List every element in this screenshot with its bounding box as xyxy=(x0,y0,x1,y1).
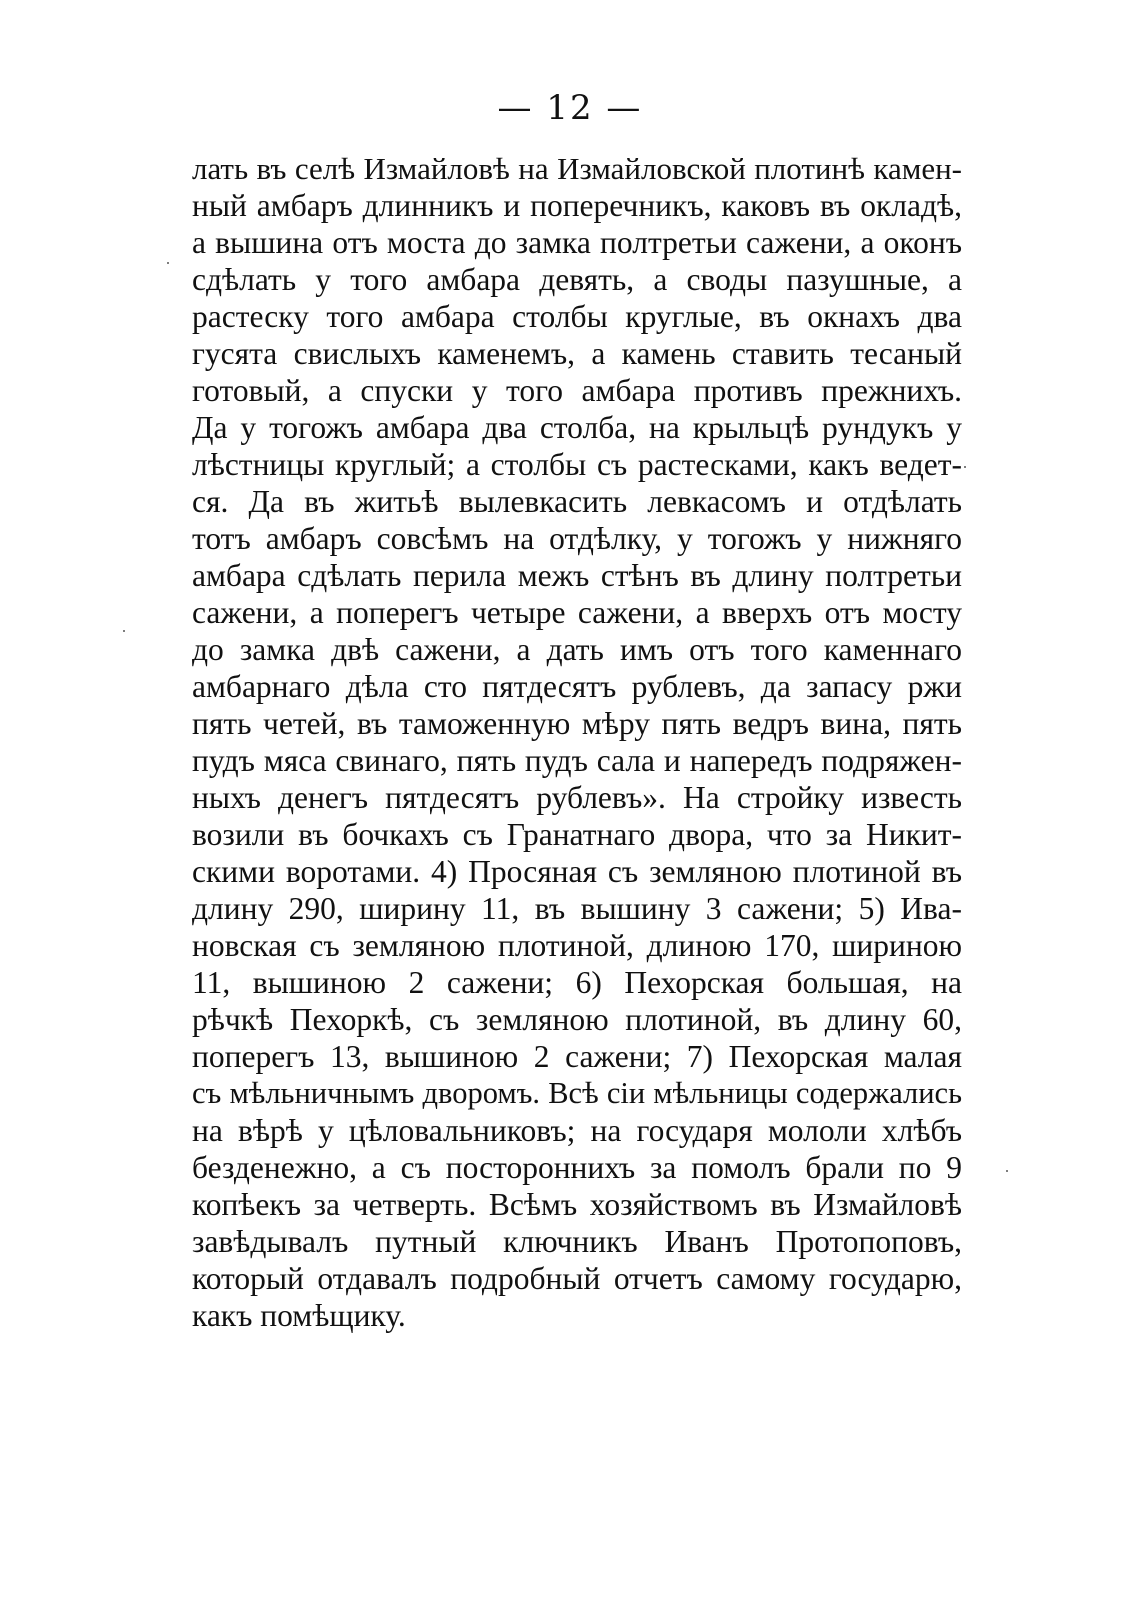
text-line: копѣекъ за четверть. Всѣмъ хозяйствомъ въ Измайловѣ xyxy=(192,1187,962,1222)
text-line: ся. Да въ житьѣ вылевкасить левкасомъ и отдѣлать xyxy=(192,484,962,519)
text-line: новская съ земляною плотиной, длиною 170, шириною xyxy=(192,928,962,963)
text-line: амбара сдѣлать перила межъ стѣнъ въ длину полтретьи xyxy=(192,558,962,593)
text-line: а вышина отъ моста до замка полтретьи сажени, а оконъ xyxy=(192,225,962,260)
text-line: съ мѣльничнымъ дворомъ. Всѣ сіи мѣльницы содержались xyxy=(192,1076,962,1110)
text-line: готовый, а спуски у того амбара противъ прежнихъ. xyxy=(192,373,962,408)
text-line: лѣстницы круглый; а столбы съ растесками, какъ ведет- xyxy=(192,447,962,482)
paper-speck xyxy=(123,630,125,632)
text-line: Да у тогожъ амбара два столба, на крыльцѣ рундукъ у xyxy=(192,410,962,445)
text-line: скими воротами. 4) Просяная съ земляною плотиной въ xyxy=(192,854,962,889)
text-line: поперегъ 13, вышиною 2 сажени; 7) Пехорская малая xyxy=(192,1039,962,1074)
text-line: ный амбаръ длинникъ и поперечникъ, каковъ въ окладѣ, xyxy=(192,188,962,223)
text-line: сдѣлать у того амбара девять, а своды пазушные, а xyxy=(192,262,962,297)
text-line: пудъ мяса свинаго, пять пудъ сала и напередъ подряжен- xyxy=(192,743,962,778)
text-line: какъ помѣщику. xyxy=(192,1298,406,1333)
text-line: ныхъ денегъ пятдесятъ рублевъ». На стройку известь xyxy=(192,780,962,815)
page-number: — 12 — xyxy=(497,88,643,128)
text-line: амбарнаго дѣла сто пятдесятъ рублевъ, да запасу ржи xyxy=(192,669,962,704)
text-line: на вѣрѣ у цѣловальниковъ; на государя мололи хлѣбъ xyxy=(192,1113,962,1148)
text-line: длину 290, ширину 11, въ вышину 3 сажени; 5) Ива- xyxy=(192,891,962,926)
text-line: сажени, а поперегъ четыре сажени, а вверхъ отъ мосту xyxy=(192,595,962,630)
text-line: безденежно, а съ постороннихъ за помолъ брали по 9 xyxy=(192,1150,962,1185)
paper-speck xyxy=(167,262,169,264)
text-line: завѣдывалъ путный ключникъ Иванъ Протопоповъ, xyxy=(192,1224,962,1259)
paper-speck xyxy=(1006,1170,1008,1172)
text-line: рѣчкѣ Пехоркѣ, съ земляною плотиной, въ длину 60, xyxy=(192,1002,962,1037)
text-line: тотъ амбаръ совсѣмъ на отдѣлку, у тогожъ у нижняго xyxy=(192,521,962,556)
text-line: до замка двѣ сажени, а дать имъ отъ того каменнаго xyxy=(192,632,962,667)
text-line: пять четей, въ таможенную мѣру пять ведръ вина, пять xyxy=(192,706,962,741)
paper-speck xyxy=(964,466,966,468)
text-line: который отдавалъ подробный отчетъ самому государю, xyxy=(192,1261,962,1296)
text-line: 11, вышиною 2 сажени; 6) Пехорская большая, на xyxy=(192,965,962,1000)
text-line: лать въ селѣ Измайловѣ на Измайловской плотинѣ камен- xyxy=(192,151,962,186)
text-line: гусята свислыхъ каменемъ, а камень ставить тесаный xyxy=(192,336,962,371)
text-line: растеску того амбара столбы круглые, въ окнахъ два xyxy=(192,299,962,334)
text-line: возили въ бочкахъ съ Гранатнаго двора, что за Никит- xyxy=(192,817,962,852)
body-text xyxy=(192,150,962,1334)
